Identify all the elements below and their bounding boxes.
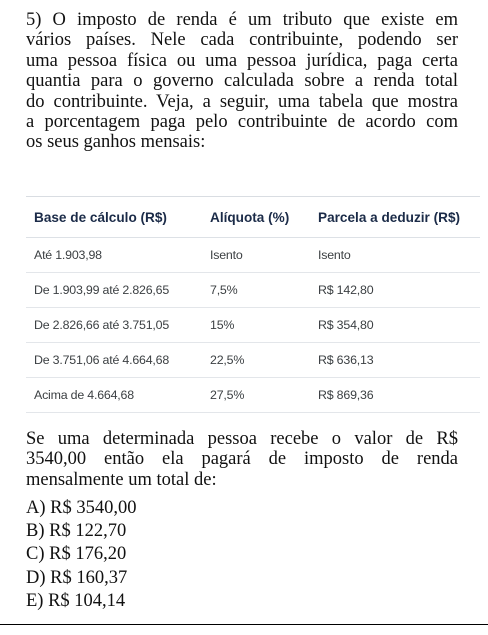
question-prompt bbox=[26, 429, 458, 490]
cell-base: Até 1.903,98 bbox=[26, 238, 202, 273]
table-row bbox=[26, 308, 480, 343]
option-d[interactable]: D) R$ 160,37 bbox=[26, 567, 128, 588]
cell-base: De 2.826,66 até 3.751,05 bbox=[26, 308, 202, 343]
income-tax-table bbox=[26, 196, 480, 413]
header-parcela-deduzir: Parcela a deduzir (R$) bbox=[310, 197, 480, 238]
prompt-line: mensalmente um total de: bbox=[26, 469, 217, 490]
prompt-line: Se uma determinada pessoa recebe o valor de R$ bbox=[26, 429, 458, 449]
option-e[interactable]: E) R$ 104,14 bbox=[26, 590, 126, 611]
table-row bbox=[26, 343, 480, 378]
bottom-divider bbox=[0, 624, 488, 625]
table-header-row bbox=[26, 197, 480, 238]
statement-line: os seus ganhos mensais: bbox=[26, 132, 206, 153]
cell-deduction: Isento bbox=[310, 238, 480, 273]
statement-line: uma pessoa física ou uma pessoa jurídica, paga certa bbox=[26, 50, 458, 71]
cell-base: De 3.751,06 até 4.664,68 bbox=[26, 343, 202, 378]
table-row bbox=[26, 238, 480, 273]
cell-rate: 15% bbox=[202, 308, 310, 343]
cell-deduction: R$ 142,80 bbox=[310, 273, 480, 308]
cell-deduction: R$ 636,13 bbox=[310, 343, 480, 378]
cell-rate: Isento bbox=[202, 238, 310, 273]
cell-deduction: R$ 354,80 bbox=[310, 308, 480, 343]
statement-line: quantia para o governo calculada sobre a renda total bbox=[26, 71, 458, 92]
cell-rate: 27,5% bbox=[202, 378, 310, 413]
cell-rate: 7,5% bbox=[202, 273, 310, 308]
option-b[interactable]: B) R$ 122,70 bbox=[26, 521, 127, 542]
header-aliquota: Alíquota (%) bbox=[202, 197, 310, 238]
cell-rate: 22,5% bbox=[202, 343, 310, 378]
statement-line: do contribuinte. Veja, a seguir, uma tabela que mostra bbox=[26, 91, 458, 112]
table-row bbox=[26, 273, 480, 308]
question-statement bbox=[26, 10, 458, 153]
statement-line: vários países. Nele cada contribuinte, podendo ser bbox=[26, 30, 458, 51]
cell-deduction: R$ 869,36 bbox=[310, 378, 480, 413]
option-a[interactable]: A) R$ 3540,00 bbox=[26, 498, 137, 518]
option-c[interactable]: C) R$ 176,20 bbox=[26, 544, 127, 565]
cell-base: Acima de 4.664,68 bbox=[26, 378, 202, 413]
table-row bbox=[26, 378, 480, 413]
prompt-line: 3540,00 então ela pagará de imposto de renda bbox=[26, 449, 458, 470]
cell-base: De 1.903,99 até 2.826,65 bbox=[26, 273, 202, 308]
statement-line: 5) O imposto de renda é um tributo que existe em bbox=[26, 10, 458, 30]
header-base-calculo: Base de cálculo (R$) bbox=[26, 197, 202, 238]
answer-options bbox=[26, 497, 137, 613]
statement-line: a porcentagem paga pelo contribuinte de acordo com bbox=[26, 112, 458, 133]
